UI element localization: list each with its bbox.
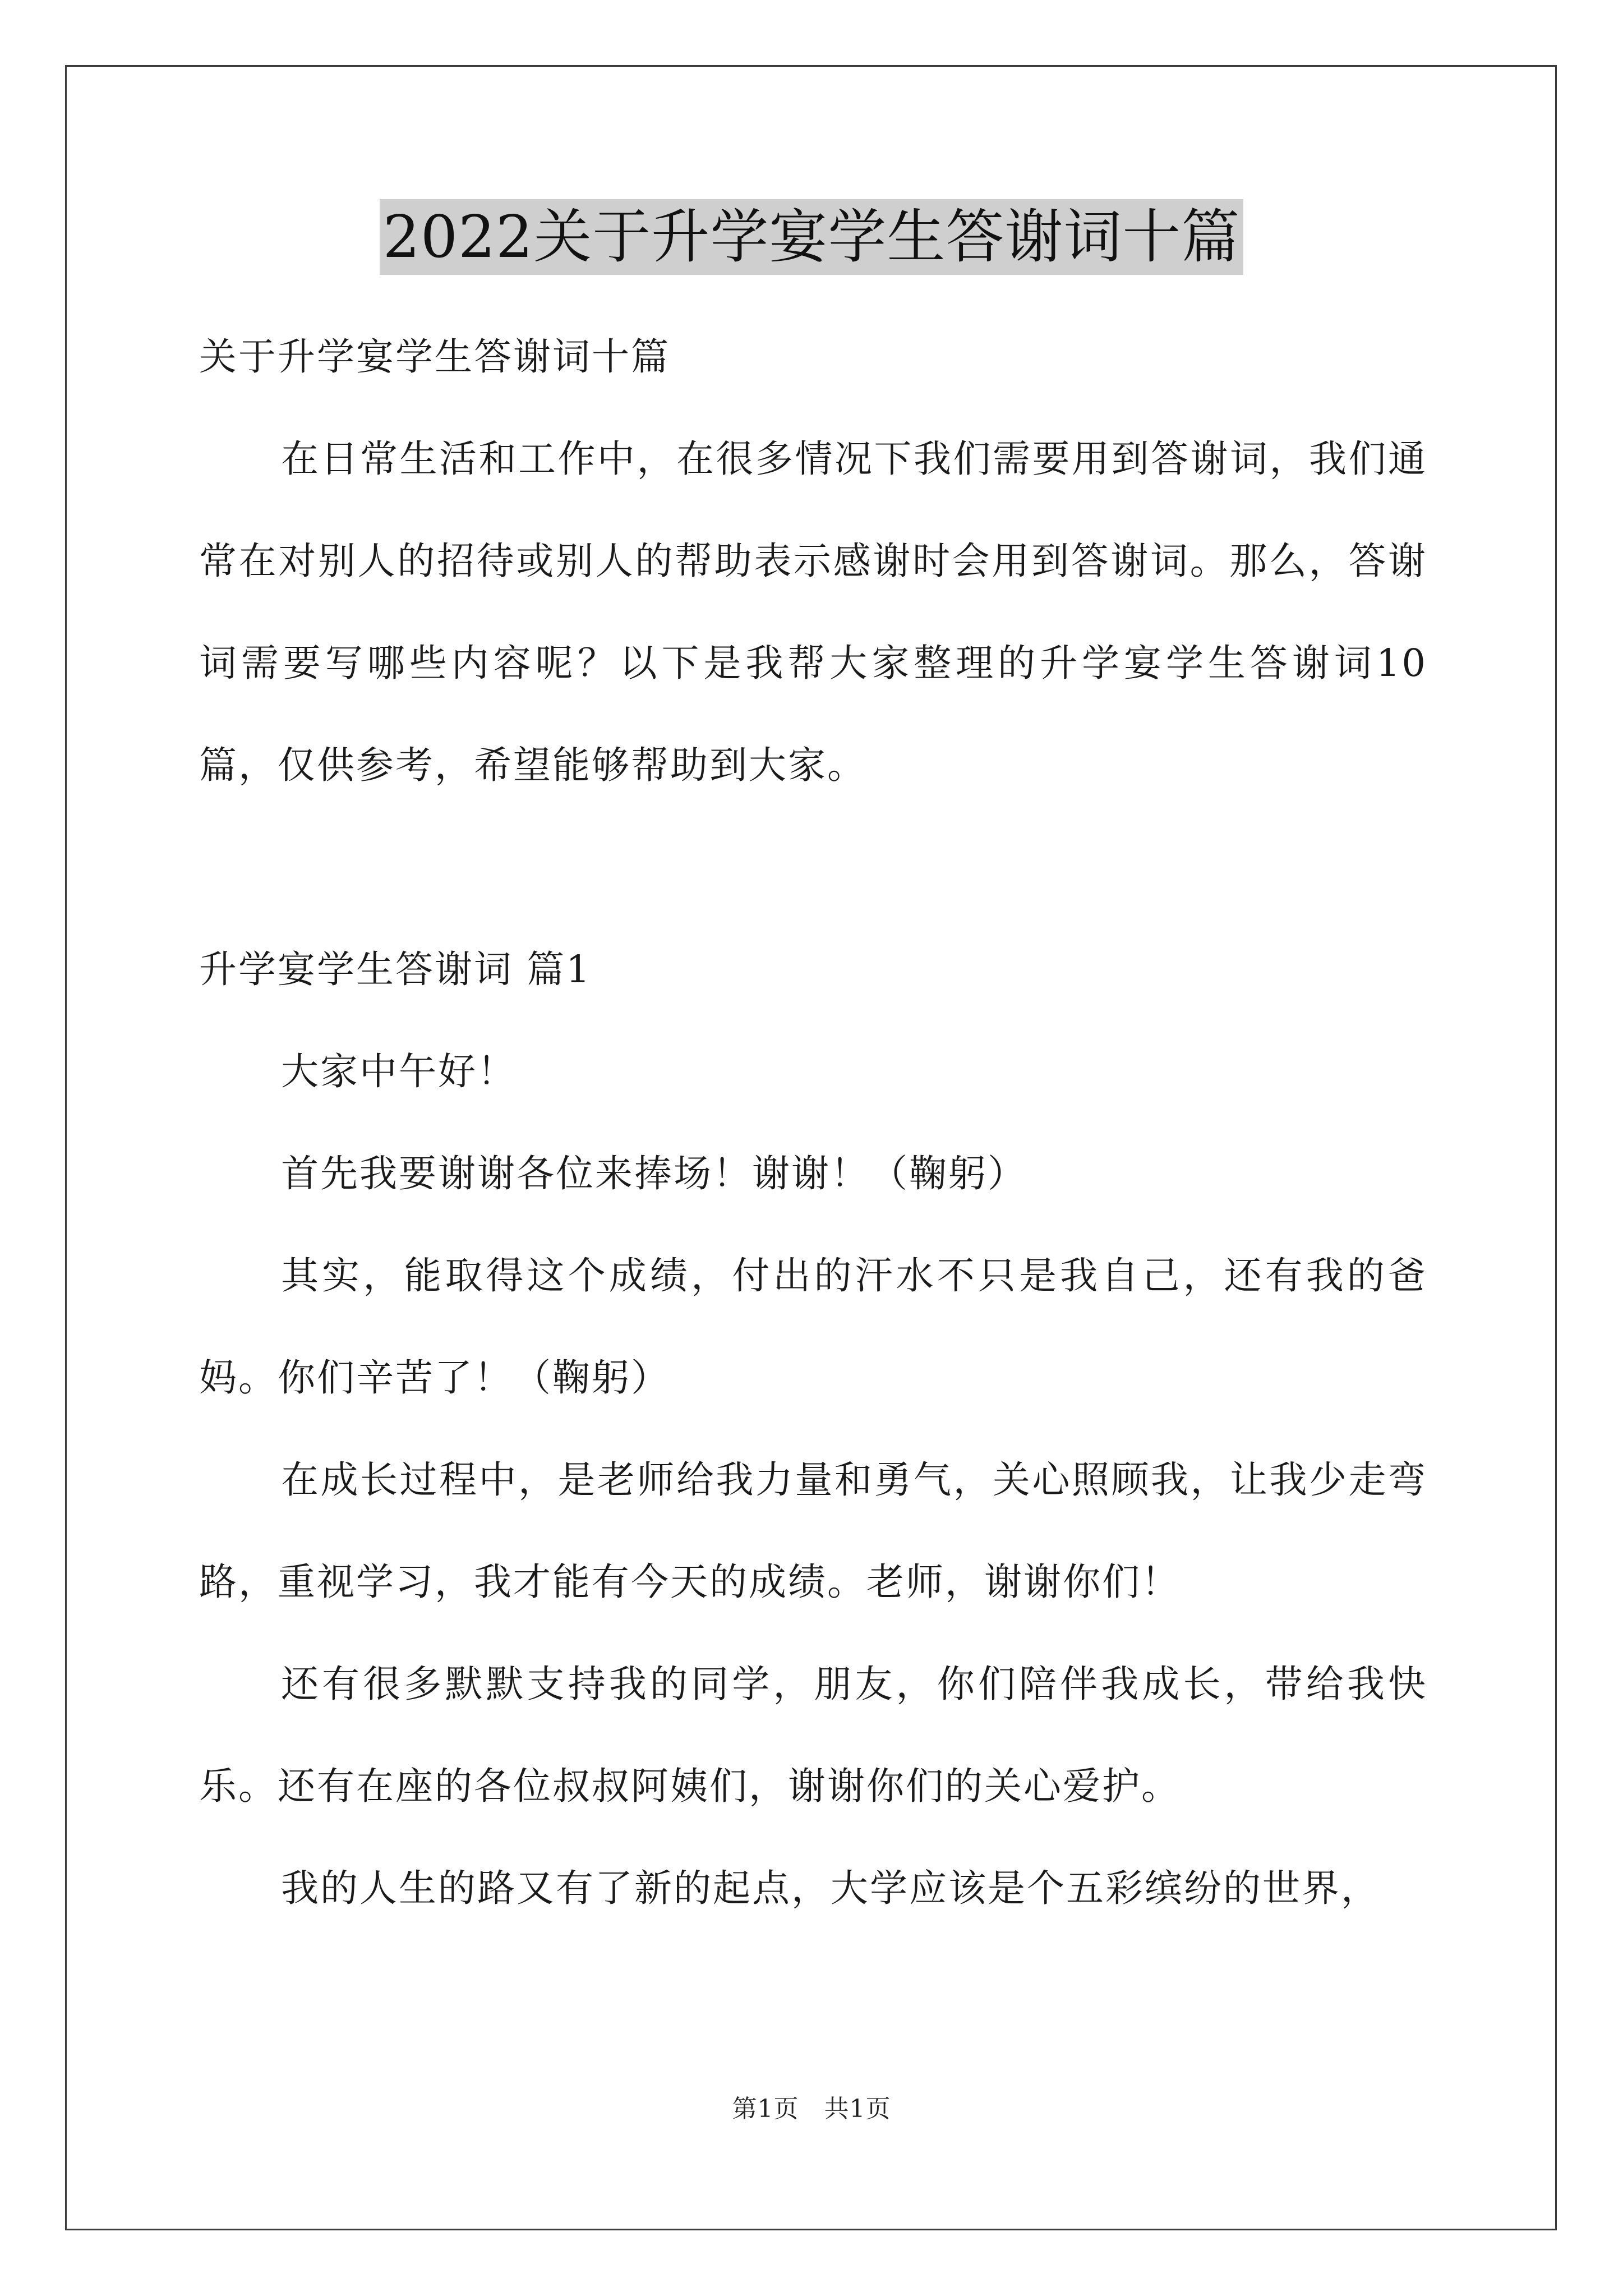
body-paragraph: 我的人生的路又有了新的起点，大学应该是个五彩缤纷的世界，: [281, 1866, 1380, 1910]
title-container: [0, 199, 1623, 275]
document-body: [199, 306, 1427, 1939]
intro-paragraph: 在日常生活和工作中，在很多情况下我们需要用到答谢词，我们通常在对别人的招待或别人的帮助表示感谢时会用到答谢词。那么，答谢词需要写哪些内容呢？以下是我帮大家整理的升学宴学生答谢词10篇，仅供参考，希望能够帮助到大家。: [199, 437, 1427, 787]
body-paragraph: 首先我要谢谢各位来捧场！谢谢！（鞠躬）: [281, 1152, 1027, 1195]
body-paragraph: 还有很多默默支持我的同学，朋友，你们陪伴我成长，带给我快乐。还有在座的各位叔叔阿姨们，谢谢你们的关心爱护。: [199, 1662, 1427, 1808]
page-footer: 第1页 共1页: [732, 2095, 891, 2123]
body-paragraph: 大家中午好！: [281, 1050, 517, 1093]
spacer: [199, 816, 1427, 918]
document-title: 2022关于升学宴学生答谢词十篇: [380, 199, 1244, 275]
body-paragraph: 在成长过程中，是老师给我力量和勇气，关心照顾我，让我少走弯路，重视学习，我才能有今天的成绩。老师，谢谢你们！: [199, 1458, 1427, 1604]
document-subtitle: 关于升学宴学生答谢词十篇: [199, 335, 670, 379]
section-heading: 升学宴学生答谢词 篇1: [199, 947, 592, 991]
body-paragraph: 其实，能取得这个成绩，付出的汗水不只是我自己，还有我的爸妈。你们辛苦了！（鞠躬）: [199, 1254, 1427, 1400]
